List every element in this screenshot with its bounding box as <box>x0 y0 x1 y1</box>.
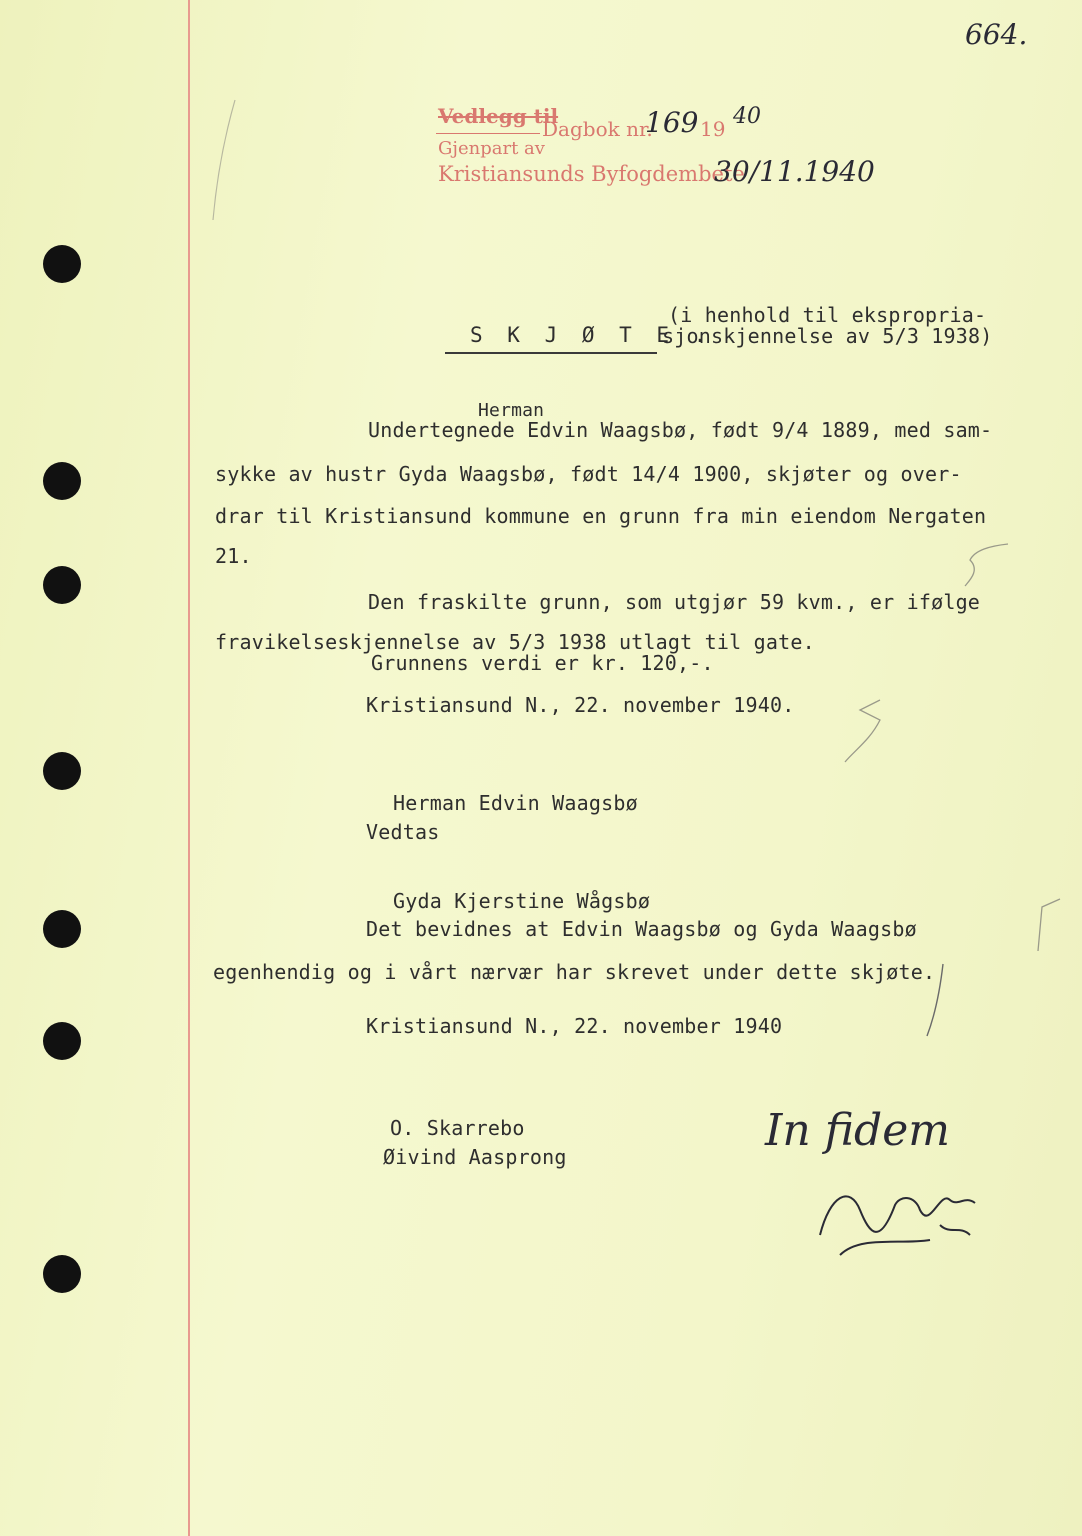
stamp-year-printed: 19 <box>700 117 726 141</box>
title-underline <box>445 352 657 354</box>
pencil-mark-icon <box>1020 895 1070 955</box>
stamp-year-hand: 40 <box>733 104 761 129</box>
signer-gyda: Gyda Kjerstine Wågsbø <box>393 889 651 913</box>
punch-hole <box>43 1022 81 1060</box>
witness-line2: egenhendig og i vårt nærvær har skrevet under dette skjøte. <box>213 960 936 984</box>
paragraph1-line4: 21. <box>215 544 252 568</box>
punch-hole <box>43 566 81 604</box>
paragraph1-line2: sykke av hustr Gyda Waagsbø, født 14/4 1900, skjøter og over- <box>215 462 962 486</box>
pencil-mark-icon <box>915 960 955 1040</box>
stamp-struck-label: Vedlegg til <box>438 104 559 128</box>
stamp-office: Kristiansunds Byfogdembete <box>438 162 745 186</box>
punch-hole <box>43 910 81 948</box>
stamp-rule <box>436 133 540 134</box>
paragraph2-line1: Den fraskilte grunn, som utgjør 59 kvm., er ifølge <box>368 590 981 614</box>
clerk-signature-icon <box>800 1165 1000 1265</box>
punch-hole <box>43 1255 81 1293</box>
pencil-mark-icon <box>820 690 930 770</box>
vedtas-label: Vedtas <box>366 820 440 844</box>
punch-hole <box>43 462 81 500</box>
inserted-name: Herman <box>478 400 545 421</box>
page-number: 664. <box>965 18 1028 51</box>
stamp-dagbok-label: Dagbok nr. <box>542 117 653 141</box>
date-line-2: Kristiansund N., 22. november 1940 <box>366 1014 783 1038</box>
witness-line1: Det bevidnes at Edvin Waagsbø og Gyda Waagsbø <box>366 917 917 941</box>
document-title: S K J Ø T E . <box>470 323 713 347</box>
dagbok-number: 169 <box>645 106 699 139</box>
signer-herman: Herman Edvin Waagsbø <box>393 791 638 815</box>
title-note-line1: (i henhold til ekspropria- <box>668 303 987 327</box>
witness-skarrebo: O. Skarrebo <box>390 1116 525 1140</box>
pencil-mark-icon <box>960 540 1020 590</box>
witness-aasprong: Øivind Aasprong <box>383 1145 567 1169</box>
paragraph1-line1: Undertegnede Edvin Waagsbø, født 9/4 1889, med sam- <box>368 418 993 442</box>
paragraph3: Grunnens verdi er kr. 120,-. <box>371 651 714 675</box>
in-fidem-handwriting: In fidem <box>765 1105 950 1156</box>
punch-hole <box>43 752 81 790</box>
paragraph2-line2: fravikelseskjennelse av 5/3 1938 utlagt til gate. <box>215 630 815 654</box>
punch-hole <box>43 245 81 283</box>
pencil-mark-icon <box>205 95 245 225</box>
title-note-line2: sjonskjennelse av 5/3 1938) <box>662 324 993 348</box>
paragraph1-line3: drar til Kristiansund kommune en grunn fra min eiendom Nergaten <box>215 504 987 528</box>
margin-rule <box>188 0 190 1536</box>
stamp-gjenpart: Gjenpart av <box>438 138 545 159</box>
date-line-1: Kristiansund N., 22. november 1940. <box>366 693 795 717</box>
stamp-date: 30/11.1940 <box>714 155 875 188</box>
